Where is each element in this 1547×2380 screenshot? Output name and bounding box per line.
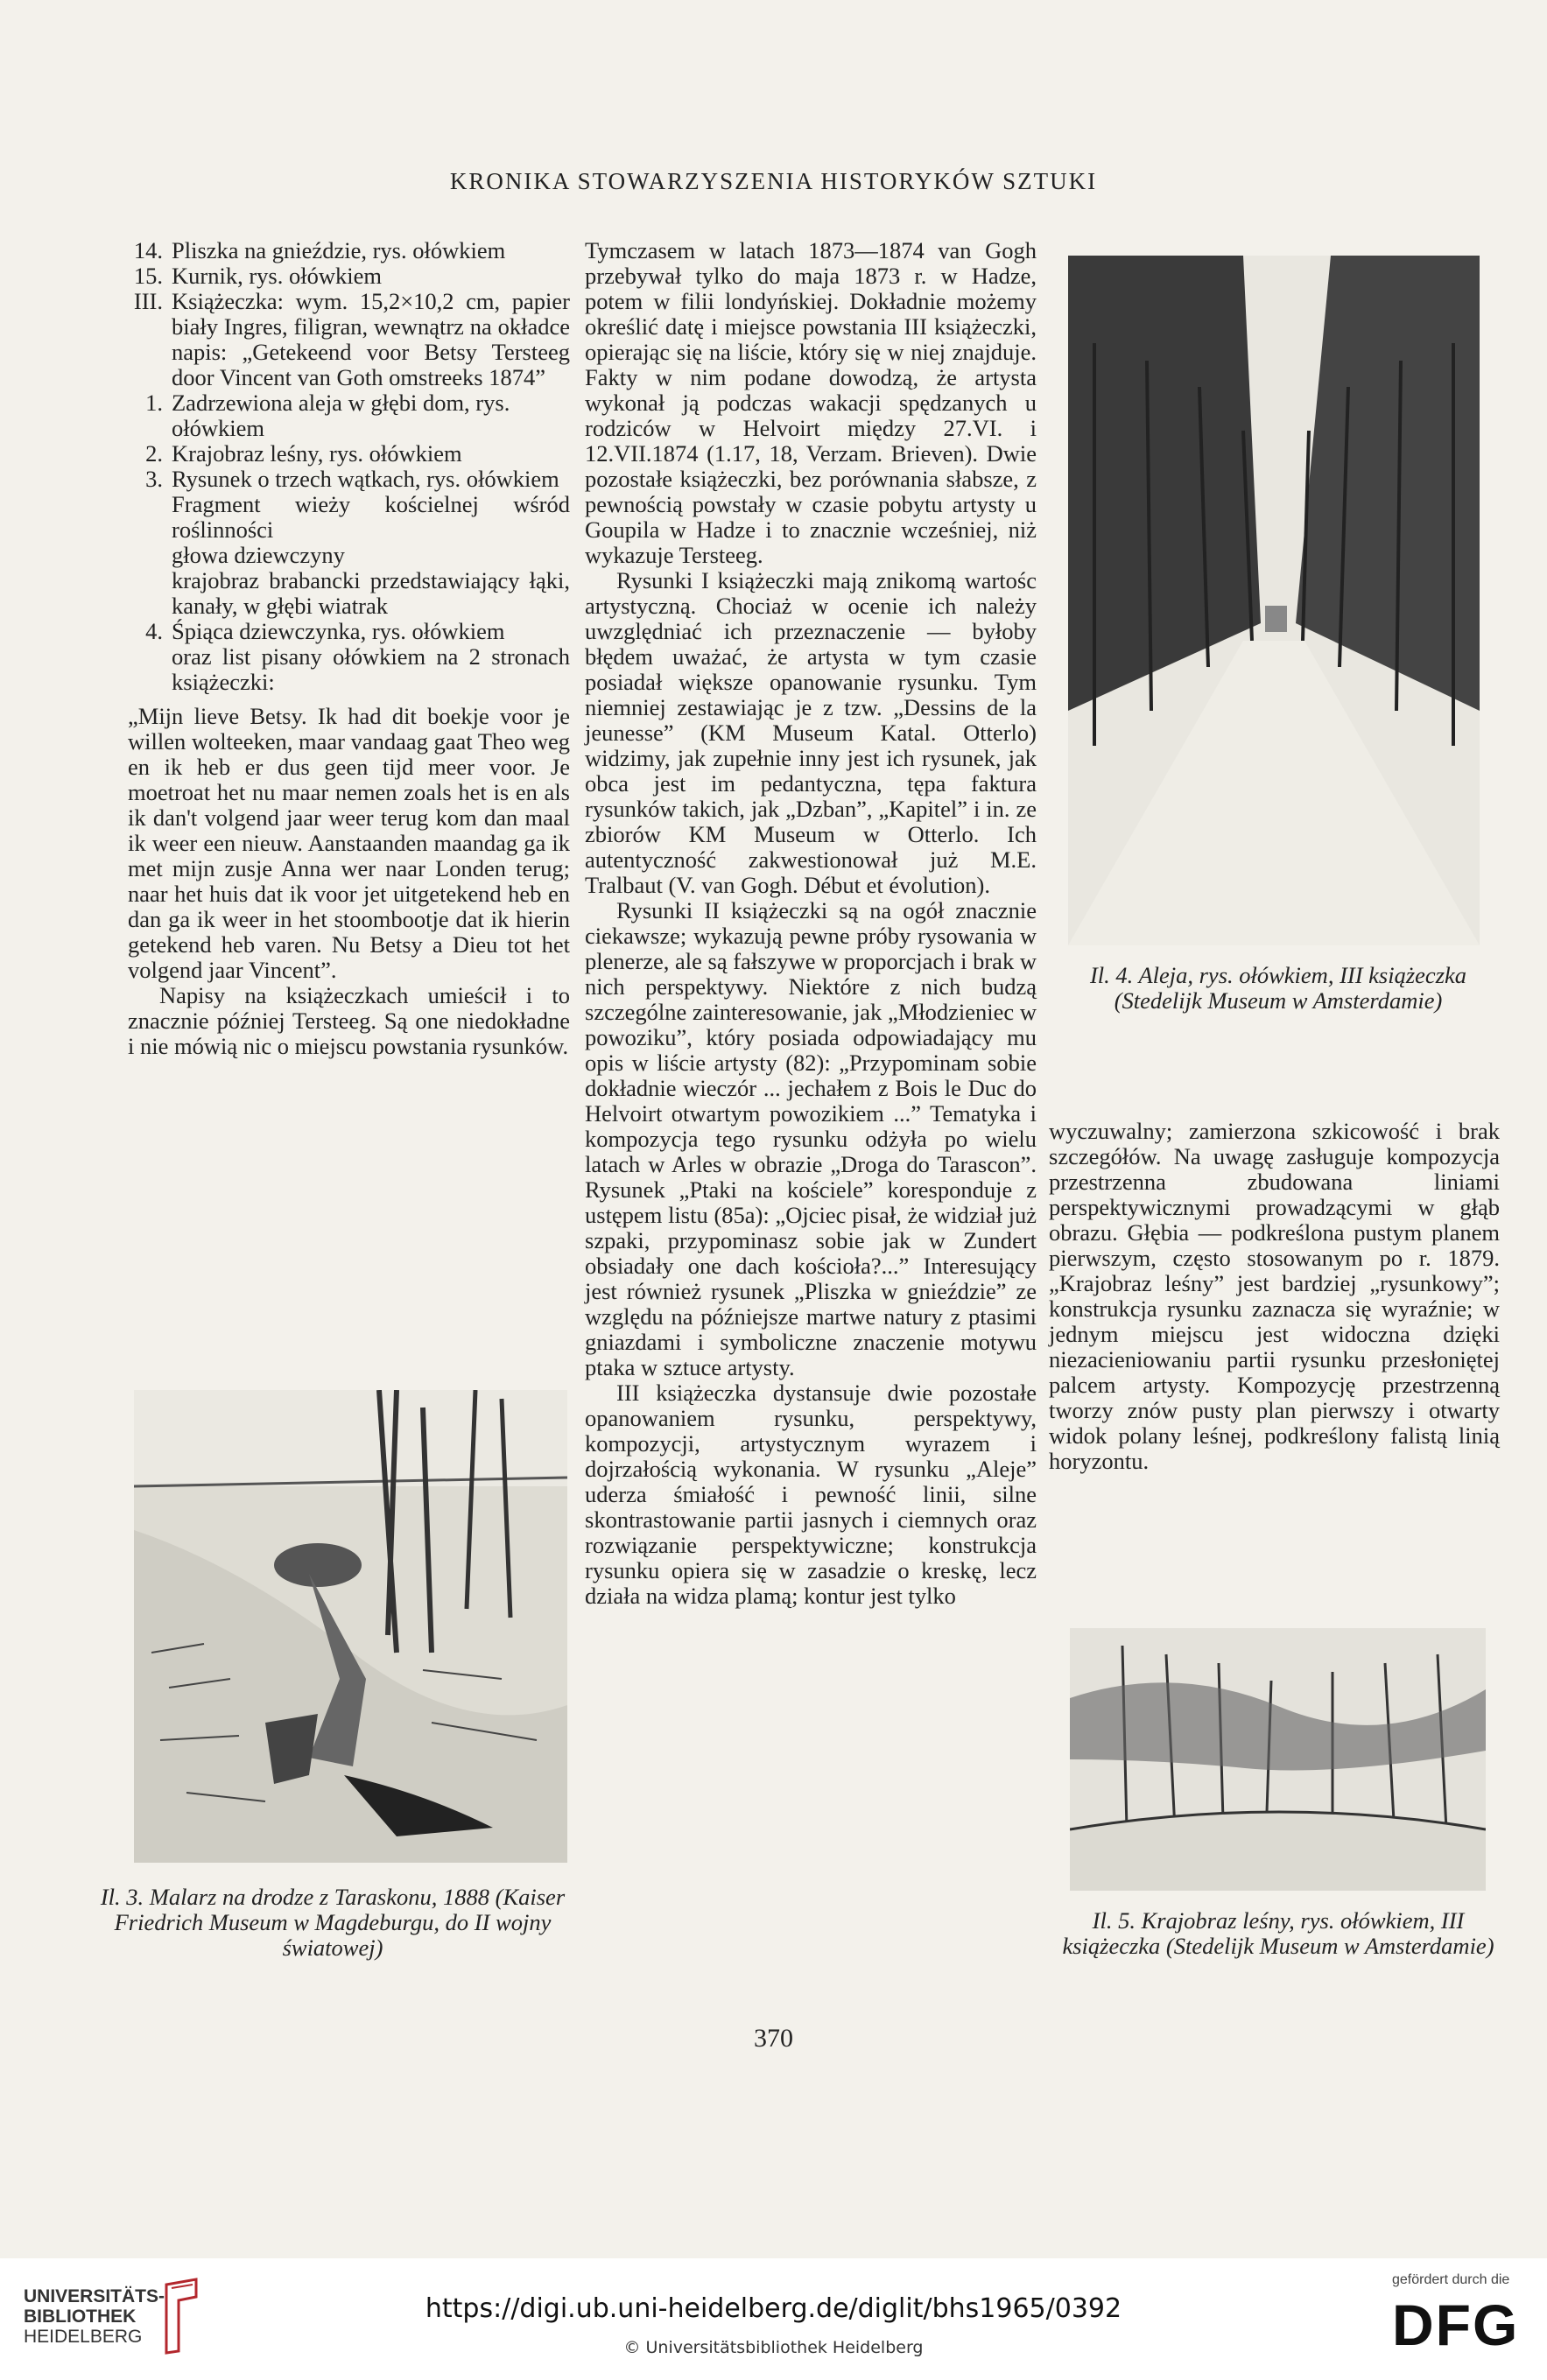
document-url-link[interactable]: https://digi.ub.uni-heidelberg.de/diglit/bhs1965/0392 [425,2293,1122,2324]
caption-il5: Il. 5. Krajobraz leśny, rys. ołówkiem, III książeczka (Stedelijk Museum w Amsterdamie) [1062,1907,1494,1959]
column-middle [585,238,1037,1609]
illustration-alley [1068,256,1480,945]
dfg-logo: DFG [1392,2292,1520,2357]
forest-drawing [1070,1628,1486,1891]
caption-il3: Il. 3. Malarz na drodze z Taraskonu, 1888 (Kaiser Friedrich Museum w Magdeburgu, do II wojny światowej) [100,1884,566,1961]
page-number: 370 [754,2024,793,2053]
paragraph: wyczuwalny; zamierzona szkicowość i brak szczegółów. Na uwagę zasługuje kompozycja przestrzenna zbudowana liniami perspektywicznymi prowadzącymi w głąb obrazu. Głębia — podkreślona pustym planem pierwszym, często stosowanym po r. 1879. „Krajobraz leśny” jest bardziej „rysunkowy”; konstrukcja rysunku zaznacza się wyraźnie; w jednym miejscu jest widoczna dzięki niezacieniowaniu partii rysunku przesłoniętej palcem artysty. Kompozycję przestrzenną tworzy znów pusty plan pierwszy i otwarty widok polany leśnej, podkreślony falistą linią horyzontu. [1049,1118,1500,1474]
illustration-forest-landscape [1070,1628,1486,1891]
paragraph: Napisy na książeczkach umieścił i to znacznie później Tersteeg. Są one niedokładne i nie mówią nic o miejscu powstania rysunków. [128,982,570,1059]
list-item: 3. Rysunek o trzech wątkach, rys. ołówkiem [145,466,559,492]
list-item: 4. Śpiąca dziewczynka, rys. ołówkiem [145,618,505,644]
paragraph: III książeczka dystansuje dwie pozostałe opanowaniem rysunku, perspektywy, kompozycji, artystycznym wyrazem i dojrzałością wykonania. W rysunku „Aleje” uderza śmiałość i pewność linii, silne skontrastowanie partii jasnych i ciemnych oraz rozwiązanie perspektywiczne; konstrukcja rysunku opiera się w zasadzie o kreskę, lecz działa na widza plamą; kontur jest tylko [585,1380,1037,1609]
letter-text: „Mijn lieve Betsy. Ik had dit boekje voor je willen wolteeken, maar vandaag gaat Theo weg en ik heb er dus geen tijd meer voor. Je moetroat het nu maar nemen zoals het is en als ik dan't volgend jaar weer terug kom dan maal ik weer een nieuw. Aanstaanden maandag ga ik met mijn zusje Anna wer naar Londen terug; naar het huis dat ik voor jet uitgetekend heb en dan ga ik weer in het stoombootje dat ik hierin getekend heb varen. Nu Betsy a Dieu tot het volgend jaar Vincent”. [128,703,571,983]
letter-note: oraz list pisany ołówkiem na 2 stronach książeczki: [172,643,570,695]
sub-item: Fragment wieży kościelnej wśród roślinności [172,491,570,543]
paragraph: Rysunki II książeczki są na ogół znacznie ciekawsze; wykazują pewne próby rysowania w plenerze, ale są fałszywe w proporcjach i brak w nich perspektywy. Niektóre z nich budzą szczególne zainteresowanie, jak „Młodzieniec w powoziku”, który posiada odpowiadający mu opis w liście artysty (82): „Przypominam sobie dokładnie wieczór ... jechałem z Bois le Duc do Helvoirt otwartym powozikiem ...” Tematyka i kompozycja tego rysunku odżyła po wielu latach w Arles w obrazie „Droga do Tarascon”. Rysunek „Ptaki na kościele” koresponduje z ustępem listu (85a): „Ojciec pisał, że widział już szpaki, przypominasz sobie jak w Zundert obsiadały one dach kościoła?...” Interesujący jest również rysunek „Pliszka w gnieździe” ze względu na późniejsze martwe natury z ptasimi gniazdami i symboliczne znaczenie motywu ptaka w sztuce artysty. [585,897,1037,1380]
library-logo: UNIVERSITÄTS- BIBLIOTHEK HEIDELBERG [24,2286,165,2347]
sub-item: głowa dziewczyny [172,542,345,568]
illustration-painter-on-road [134,1390,567,1863]
sub-item: krajobraz brabancki przedstawiający łąki, kanały, w głębi wiatrak [172,567,570,619]
caption-il4: Il. 4. Aleja, rys. ołówkiem, III książeczka (Stedelijk Museum w Amsterdamie) [1089,962,1467,1014]
paragraph: Rysunki I książeczki mają znikomą wartośc artystyczną. Chociaż w ocenie ich należy uwzględniać ich przeznaczenie — byłoby błędem uważać, że artysta w tym czasie posiadał większe opanowanie rysunku. Tym niemniej zestawiając je z tzw. „Dessins de la jeunesse” (KM Museum Katal. Otterlo) widzimy, jak zupełnie inny jest ich rysunek, jak obca jest im pedantyczna, tępa faktura rysunków takich, jak „Dzban”, „Kapitel” i in. ze zbiorów KM Museum w Otterlo. Ich autentyczność zakwestionował już M.E. Tralbaut (V. van Gogh. Début et évolution). [585,567,1037,898]
dfg-label: gefördert durch die [1392,2272,1510,2287]
list-item: 1. Zadrzewiona aleja w głębi dom, rys. ołówkiem [145,390,510,441]
alley-drawing [1068,256,1480,945]
list-item: III. Książeczka: wym. 15,2×10,2 cm, papier biały Ingres, filigran, wewnątrz na okładce napis: „Getekeend voor Betsy Tersteeg door Vincent van Goth omstreeks 1874” [133,288,570,390]
list-item: 2. Krajobraz leśny, rys. ołówkiem [145,440,462,467]
column-right [1049,1119,1500,1474]
copyright-notice: © Universitätsbibliothek Heidelberg [623,2338,924,2357]
list-item: 14. Pliszka na gnieździe, rys. ołówkiem [133,237,506,263]
running-header: KRONIKA STOWARZYSZENIA HISTORYKÓW SZTUKI [449,168,1098,194]
column-left [128,238,570,1059]
painting-sketch [134,1390,567,1863]
list-item: 15. Kurnik, rys. ołówkiem [133,263,382,289]
paragraph: Tymczasem w latach 1873—1874 van Gogh przebywał tylko do maja 1873 r. w Hadze, potem w filii londyńskiej. Dokładnie możemy określić datę i miejsce powstania III książeczki, opierając się na liście, który się w niej znajduje. Fakty w nim podane dowodzą, że artysta wykonał ją podczas wakacji spędzanych u rodziców w Helvoirt między 27.VI. i 12.VII.1874 (1.17, 18, Verzam. Brieven). Dwie pozostałe książeczki, bez porównania słabsze, z pewnością powstały w czasie pobytu artysty u Goupila w Hadze i to znacznie wcześniej, niż wykazuje Tersteeg. [585,237,1037,568]
